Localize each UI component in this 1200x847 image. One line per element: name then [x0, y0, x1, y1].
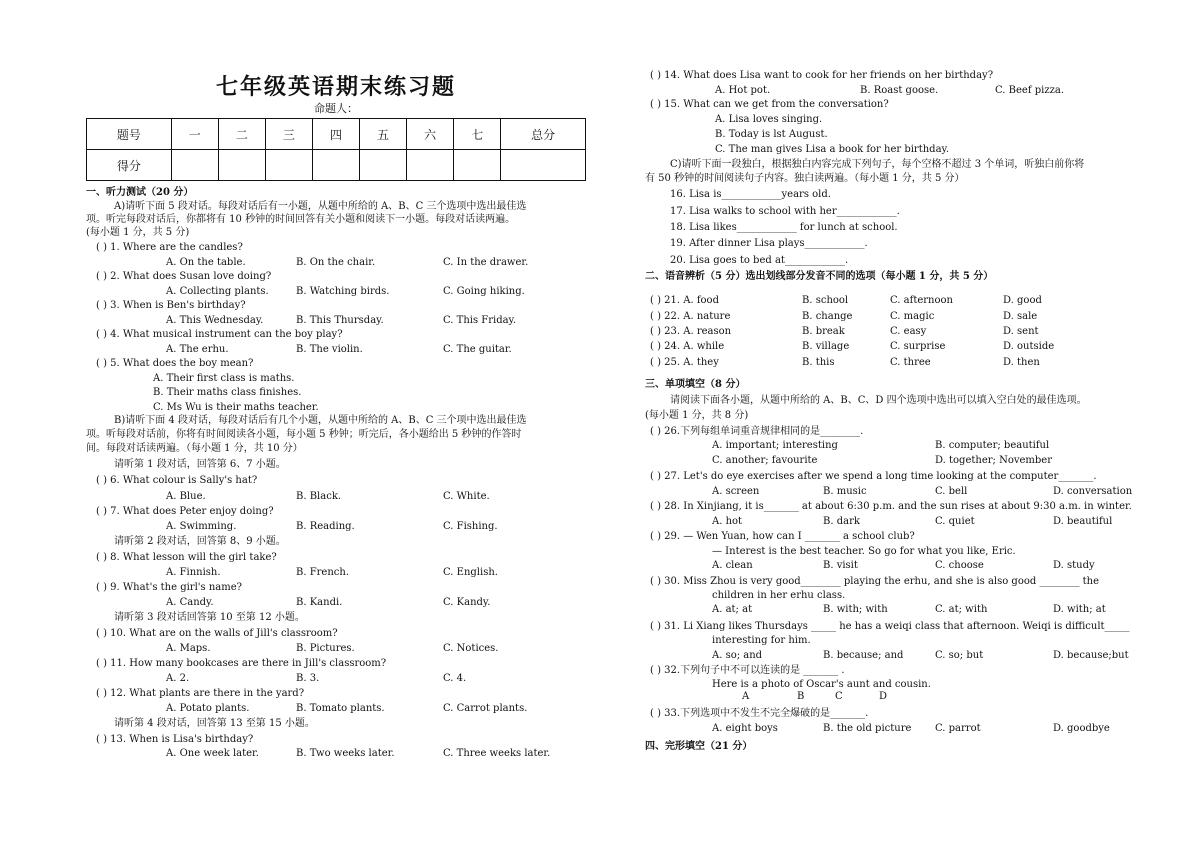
text-line: C. afternoon: [890, 295, 953, 306]
text-line: C. English.: [443, 567, 498, 578]
text-line: ( ) 22. A. nature: [650, 311, 731, 322]
text-line: 20. Lisa goes to bed at____________.: [670, 255, 849, 266]
score-input-cell[interactable]: [407, 150, 454, 181]
text-line: D. goodbye: [1053, 723, 1110, 734]
section-heading: 三、单项填空（8 分）: [645, 379, 746, 390]
text-line: B: [797, 691, 805, 702]
text-line: ( ) 8. What lesson will the girl take?: [96, 552, 277, 563]
text-line: ( ) 12. What plants are there in the yard?: [96, 688, 305, 699]
text-line: 有 50 秒钟的时间阅读句子内容。独白读两遍。（每小题 1 分，共 5 分）: [645, 173, 965, 184]
score-header-cell: 五: [360, 119, 407, 150]
text-line: B. French.: [296, 567, 350, 578]
text-line: B. visit: [823, 560, 858, 571]
text-line: ( ) 23. A. reason: [650, 326, 732, 337]
text-line: C. White.: [443, 491, 490, 502]
text-line: ( ) 2. What does Susan love doing?: [96, 271, 272, 282]
text-line: C)请听下面一段独白，根据独白内容完成下列句子，每个空格不超过 3 个单词，听独白前你将: [670, 159, 1085, 170]
section-heading: 四、完形填空（21 分）: [645, 741, 753, 752]
score-header-cell: 四: [312, 119, 359, 150]
text-line: B. change: [802, 311, 853, 322]
text-line: C. Fishing.: [443, 521, 498, 532]
score-input-cell[interactable]: [218, 150, 265, 181]
text-line: C. surprise: [890, 341, 946, 352]
text-line: B. break: [802, 326, 845, 337]
text-line: ( ) 7. What does Peter enjoy doing?: [96, 506, 274, 517]
text-line: B. with; with: [823, 604, 888, 615]
text-line: C. parrot: [935, 723, 981, 734]
text-line: D. outside: [1003, 341, 1055, 352]
text-line: D: [879, 691, 888, 702]
text-line: B. dark: [823, 516, 860, 527]
text-line: A. Maps.: [166, 643, 211, 654]
text-line: B)请听下面 4 段对话，每段对话后有几个小题，从题中所给的 A、B、C 三个项中选出最佳选: [114, 415, 527, 426]
text-line: B. Black.: [296, 491, 342, 502]
text-line: 请听第 2 段对话，回答第 8、9 小题。: [114, 536, 286, 547]
text-line: A. screen: [712, 486, 760, 497]
text-line: C. another; favourite: [712, 455, 818, 466]
text-line: interesting for him.: [712, 635, 811, 646]
text-line: C. quiet: [935, 516, 975, 527]
text-line: ( ) 6. What colour is Sally's hat?: [96, 475, 258, 486]
text-line: D. study: [1053, 560, 1095, 571]
text-line: 项。听完每段对话后，你都将有 10 秒钟的时间回答有关小题和阅读下一小题。每段对话读两遍。: [86, 214, 516, 225]
text-line: ( ) 29. — Wen Yuan, how can I _______ a school club?: [650, 531, 915, 542]
text-line: B. Roast goose.: [860, 85, 939, 96]
text-line: C: [835, 691, 843, 702]
text-line: D. sent: [1003, 326, 1039, 337]
text-line: D. because;but: [1053, 650, 1129, 661]
text-line: 17. Lisa walks to school with her____________.: [670, 206, 900, 217]
text-line: B. Pictures.: [296, 643, 355, 654]
score-row-label: 得分: [87, 150, 172, 181]
text-line: (每小题 1 分，共 8 分): [645, 410, 749, 421]
text-line: C. Going hiking.: [443, 286, 525, 297]
text-line: Here is a photo of Oscar's aunt and cousin.: [712, 679, 931, 690]
text-line: 16. Lisa is____________years old.: [670, 189, 831, 200]
text-line: A. Finnish.: [166, 567, 221, 578]
text-line: (每小题 1 分，共 5 分): [86, 227, 190, 238]
text-line: ( ) 25. A. they: [650, 357, 719, 368]
text-line: B. Watching birds.: [296, 286, 390, 297]
text-line: C. Notices.: [443, 643, 499, 654]
score-input-cell[interactable]: [312, 150, 359, 181]
text-line: 请听第 4 段对话，回答第 13 至第 15 小题。: [114, 718, 315, 729]
text-line: A. The erhu.: [166, 344, 229, 355]
text-line: ( ) 1. Where are the candles?: [96, 242, 243, 253]
text-line: A. On the table.: [166, 257, 246, 268]
text-line: ( ) 31. Li Xiang likes Thursdays _____ he has a weiqi class that afternoon. Weiqi is difficult_____: [650, 621, 1130, 632]
text-line: A. 2.: [166, 673, 190, 684]
text-line: B. school: [802, 295, 849, 306]
text-line: A. Potato plants.: [166, 703, 250, 714]
text-line: ( ) 10. What are on the walls of Jill's classroom?: [96, 628, 338, 639]
text-line: A: [742, 691, 750, 702]
text-line: D. beautiful: [1053, 516, 1113, 527]
text-line: children in her erhu class.: [712, 590, 846, 601]
text-line: B. this: [802, 357, 835, 368]
author-line: 命题人：: [314, 102, 358, 115]
score-input-cell[interactable]: [454, 150, 501, 181]
score-header-cell: 总分: [501, 119, 586, 150]
text-line: C. In the drawer.: [443, 257, 529, 268]
score-input-cell[interactable]: [360, 150, 407, 181]
text-line: C. Kandy.: [443, 597, 491, 608]
text-line: A. Candy.: [166, 597, 214, 608]
score-header-cell: 七: [454, 119, 501, 150]
text-line: C. bell: [935, 486, 968, 497]
text-line: A. hot: [712, 516, 743, 527]
text-line: B. Kandi.: [296, 597, 343, 608]
score-header-cell: 六: [407, 119, 454, 150]
text-line: 18. Lisa likes____________ for lunch at school.: [670, 222, 898, 233]
text-line: B. Today is lst August.: [715, 129, 828, 140]
text-line: ( ) 5. What does the boy mean?: [96, 358, 254, 369]
text-line: B. because; and: [823, 650, 904, 661]
text-line: B. This Thursday.: [296, 315, 384, 326]
text-line: 请阅读下面各小题，从题中所给的 A、B、C、D 四个选项中选出可以填入空白处的最佳选项。: [670, 395, 1087, 406]
text-line: B. Tomato plants.: [296, 703, 385, 714]
text-line: — Interest is the best teacher. So go for what you like, Eric.: [712, 546, 1016, 557]
text-line: C. 4.: [443, 673, 467, 684]
text-line: C. The man gives Lisa a book for her birthday.: [715, 144, 950, 155]
text-line: A. at; at: [712, 604, 753, 615]
text-line: 19. After dinner Lisa plays____________.: [670, 238, 868, 249]
text-line: B. On the chair.: [296, 257, 376, 268]
text-line: C. Beef pizza.: [995, 85, 1064, 96]
text-line: A. Their first class is maths.: [153, 373, 295, 384]
text-line: C. choose: [935, 560, 984, 571]
score-header-cell: 一: [171, 119, 218, 150]
text-line: ( ) 15. What can we get from the conversation?: [650, 99, 889, 110]
text-line: A. clean: [712, 560, 753, 571]
text-line: B. Reading.: [296, 521, 355, 532]
text-line: B. The violin.: [296, 344, 363, 355]
text-line: A. Collecting plants.: [166, 286, 269, 297]
text-line: ( ) 4. What musical instrument can the boy play?: [96, 329, 343, 340]
text-line: ( ) 14. What does Lisa want to cook for her friends on her birthday?: [650, 70, 994, 81]
text-line: A. Lisa loves singing.: [715, 114, 823, 125]
text-line: D. then: [1003, 357, 1040, 368]
text-line: ( ) 30. Miss Zhou is very good________ playing the erhu, and she is also good ________ the: [650, 576, 1100, 587]
text-line: 请听第 1 段对话，回答第 6、7 小题。: [114, 459, 286, 470]
text-line: ( ) 27. Let's do eye exercises after we spend a long time looking at the computer_______.: [650, 471, 1097, 482]
text-line: ( ) 11. How many bookcases are there in Jill's classroom?: [96, 658, 387, 669]
text-line: 请听第 3 段对话回答第 10 至第 12 小题。: [114, 612, 305, 623]
text-line: B. computer; beautiful: [935, 440, 1050, 451]
text-line: ( ) 32.下列句子中不可以连读的是 _______ .: [650, 665, 845, 676]
text-line: C. magic: [890, 311, 935, 322]
score-header-cell: 二: [218, 119, 265, 150]
text-line: C. at; with: [935, 604, 988, 615]
page-title: 七年级英语期末练习题: [215, 74, 456, 100]
section-heading: 一、听力测试（20 分）: [86, 187, 194, 198]
text-line: C. Three weeks later.: [443, 748, 551, 759]
text-line: C. three: [890, 357, 931, 368]
text-line: ( ) 9. What's the girl's name?: [96, 582, 242, 593]
text-line: C. Carrot plants.: [443, 703, 528, 714]
text-line: ( ) 33.下列选项中不发生不完全爆破的是_______.: [650, 708, 869, 719]
score-header-cell: 三: [265, 119, 312, 150]
score-input-cell[interactable]: [501, 150, 586, 181]
score-value-row: [87, 150, 586, 181]
text-line: C. The guitar.: [443, 344, 512, 355]
text-line: A)请听下面 5 段对话。每段对话后有一小题，从题中所给的 A、B、C 三个选项中选出最佳选: [114, 201, 527, 212]
text-line: C. so; but: [935, 650, 984, 661]
text-line: B. Two weeks later.: [296, 748, 395, 759]
text-line: ( ) 21. A. food: [650, 295, 719, 306]
text-line: ( ) 3. When is Ben's birthday?: [96, 300, 246, 311]
text-line: ( ) 13. When is Lisa's birthday?: [96, 734, 254, 745]
text-line: B. 3.: [296, 673, 320, 684]
text-line: B. Their maths class finishes.: [153, 387, 302, 398]
score-header-row: [87, 119, 586, 150]
section-heading: 二、语音辨析（5 分）选出划线部分发音不同的选项（每小题 1 分，共 5 分）: [645, 271, 994, 282]
text-line: A. One week later.: [166, 748, 259, 759]
text-line: C. easy: [890, 326, 927, 337]
score-input-cell[interactable]: [171, 150, 218, 181]
text-line: D. with; at: [1053, 604, 1106, 615]
text-line: C. This Friday.: [443, 315, 517, 326]
text-line: A. Swimming.: [166, 521, 237, 532]
text-line: A. Hot pot.: [715, 85, 771, 96]
text-line: B. the old picture: [823, 723, 912, 734]
text-line: ( ) 24. A. while: [650, 341, 725, 352]
score-input-cell[interactable]: [265, 150, 312, 181]
text-line: 间。每段对话读两遍。（每小题 1 分，共 10 分）: [86, 443, 303, 454]
text-line: A. This Wednesday.: [166, 315, 264, 326]
text-line: C. Ms Wu is their maths teacher.: [153, 402, 319, 413]
text-line: B. music: [823, 486, 867, 497]
text-line: B. village: [802, 341, 850, 352]
text-line: A. Blue.: [166, 491, 206, 502]
text-line: A. important; interesting: [712, 440, 838, 451]
text-line: D. good: [1003, 295, 1042, 306]
text-line: D. conversation: [1053, 486, 1133, 497]
text-line: A. so; and: [712, 650, 763, 661]
score-header-cell: 题号: [87, 119, 172, 150]
text-line: 项。听每段对话前，你将有时间阅读各小题，每小题 5 秒钟；听完后，各小题给出 5 秒钟的作答时: [86, 429, 522, 440]
text-line: ( ) 28. In Xinjiang, it is_______ at about 6:30 p.m. and the sun rises at about 9:30 a.m. in winter.: [650, 501, 1132, 512]
score-table: [86, 118, 586, 181]
text-line: D. together; November: [935, 455, 1053, 466]
text-line: D. sale: [1003, 311, 1038, 322]
text-line: A. eight boys: [712, 723, 778, 734]
text-line: ( ) 26.下列每组单词重音规律相同的是________.: [650, 426, 864, 437]
